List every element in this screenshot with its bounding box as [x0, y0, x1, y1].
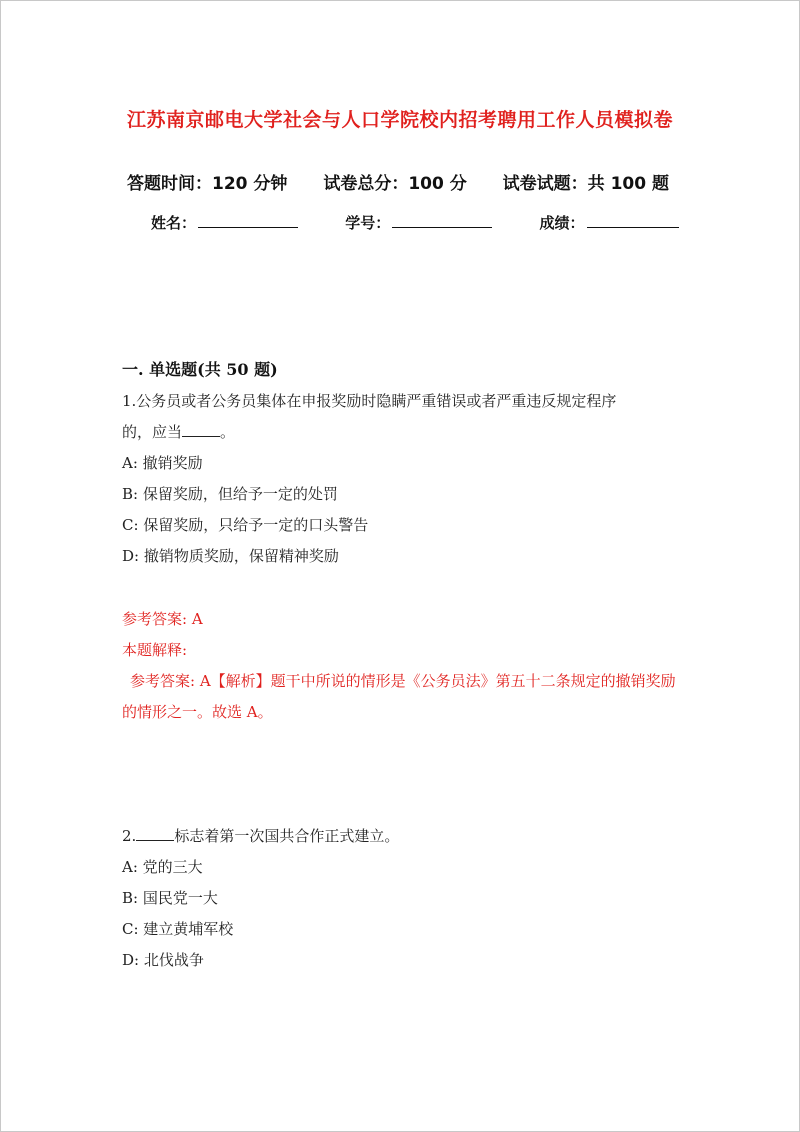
question-1-blank: [182, 422, 220, 437]
id-blank: [392, 213, 492, 228]
score-label: 成绩：: [539, 214, 585, 232]
page-title: 江苏南京邮电大学社会与人口学院校内招考聘用工作人员模拟卷: [126, 109, 673, 131]
question-1-explanation: 参考答案: A【解析】题干中所说的情形是《公务员法》第五十二条规定的撤销奖励的情形之一。故选 A。: [122, 672, 676, 721]
name-field: [151, 212, 298, 233]
question-1-option-a: A: 撤销奖励: [122, 454, 203, 472]
spacer: [122, 728, 682, 821]
exam-time: 答题时间：120 分钟: [127, 174, 288, 194]
question-2-blank: [136, 826, 174, 841]
question-2: [122, 821, 682, 976]
question-2-option-c: C: 建立黄埔军校: [122, 920, 234, 938]
name-label: 姓名：: [151, 214, 197, 232]
student-fields: [151, 212, 679, 233]
question-1: [122, 386, 682, 728]
exam-content: [122, 357, 682, 976]
score-blank: [587, 213, 679, 228]
question-1-option-d: D: 撤销物质奖励，保留精神奖励: [122, 547, 339, 565]
question-1-option-b: B: 保留奖励，但给予一定的处罚: [122, 485, 338, 503]
question-1-stem-text: 的，应当: [122, 423, 183, 441]
exam-total-score: 试卷总分：100 分: [323, 174, 467, 194]
question-2-option-a: A: 党的三大: [122, 858, 203, 876]
question-2-stem-text: 标志着第一次国共合作正式建立。: [174, 827, 400, 845]
score-field: [540, 212, 679, 233]
exam-meta: [127, 169, 669, 194]
question-1-stem-line1: 1.公务员或者公务员集体在申报奖励时隐瞒严重错误或者严重违反规定程序: [122, 392, 617, 410]
question-1-answer: 参考答案: A: [122, 610, 203, 628]
section-title: 一. 单选题(共 50 题): [122, 360, 278, 379]
exam-question-count: 试卷试题：共 100 题: [502, 174, 669, 194]
question-2-option-b: B: 国民党一大: [122, 889, 218, 907]
question-1-explain-label: 本题解释:: [122, 641, 188, 659]
id-label: 学号：: [345, 214, 391, 232]
question-1-stem-end: 。: [220, 423, 236, 441]
question-1-option-c: C: 保留奖励，只给予一定的口头警告: [122, 516, 369, 534]
question-2-number: 2.: [122, 827, 137, 845]
id-field: [345, 212, 492, 233]
question-2-stem: [122, 821, 682, 852]
question-2-option-d: D: 北伐战争: [122, 951, 204, 969]
name-blank: [198, 213, 298, 228]
question-1-stem-line2: [122, 417, 682, 448]
spacer: [122, 572, 682, 604]
